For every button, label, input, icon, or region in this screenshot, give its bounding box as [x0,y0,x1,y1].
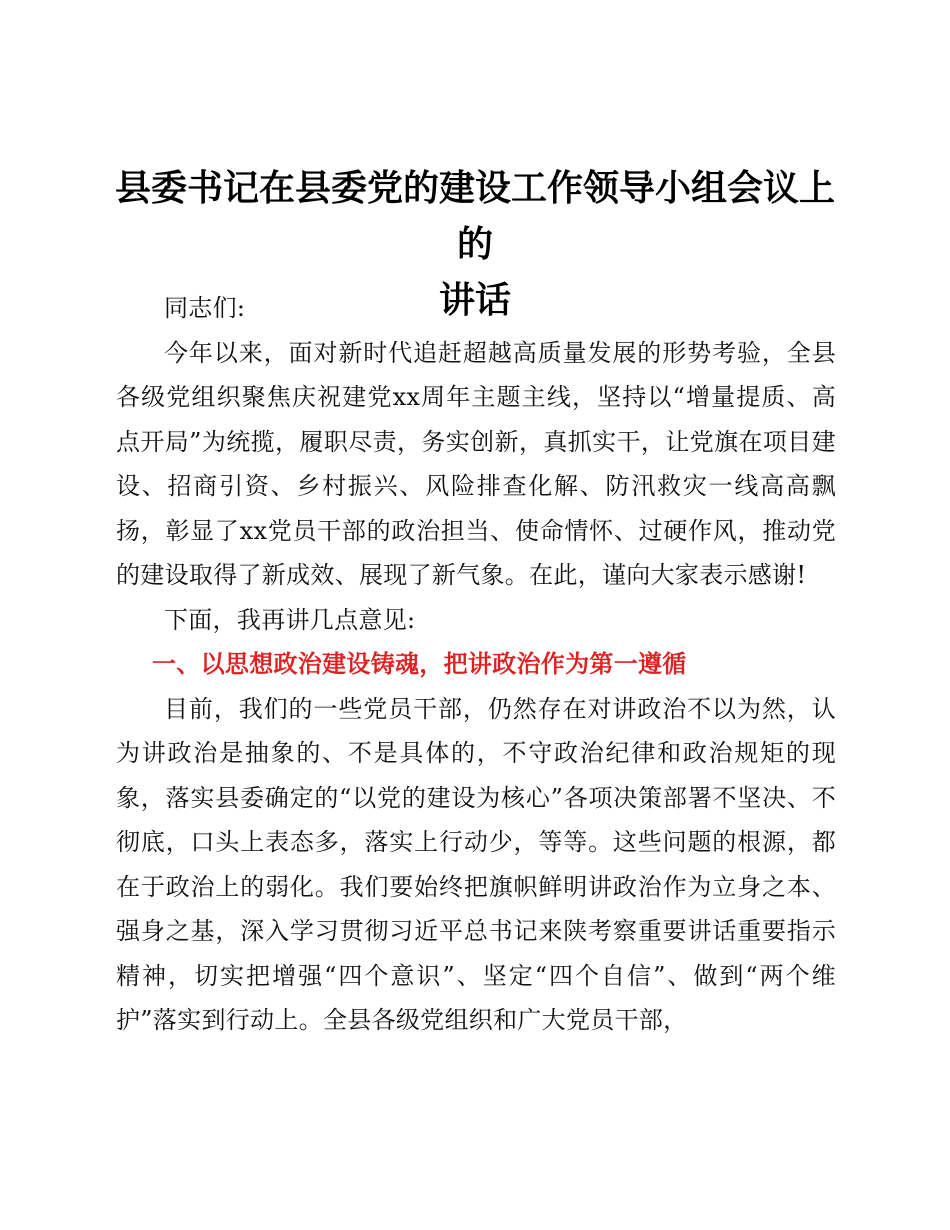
title-line-1: 县委书记在县委党的建设工作领导小组会议上的 [114,167,835,265]
paragraph-transition: 下面，我再讲几点意见: [164,605,416,634]
document-body [116,286,836,1043]
section-heading-1: 一、以思想政治建设铸魂，把讲政治作为第一遵循 [152,650,687,678]
title-line-2: 讲话 [438,279,511,321]
paragraph-opening: 今年以来，面对新时代追赶超越高质量发展的形势考验，全县各级党组织聚焦庆祝建党xx周年主题主线，坚持以“增量提质、高点开局”为统揽，履职尽责，务实创新，真抓实干，让党旗在项目建设、招商引资、乡村振兴、风险排查化解、防汛救灾一线高高飘扬，彰显了xx党员干部的政治担当、使命情怀、过硬作风，推动党的建设取得了新成效、展现了新气象。在此，谨向大家表示感谢! [116,338,836,589]
paragraph-section-1: 目前，我们的一些党员干部，仍然存在对讲政治不以为然，认为讲政治是抽象的、不是具体的，不守政治纪律和政治规矩的现象，落实县委确定的“以党的建设为核心”各项决策部署不坚决、不彻底，口头上表态多，落实上行动少，等等。这些问题的根源，都在于政治上的弱化。我们要始终把旗帜鲜明讲政治作为立身之本、强身之基，深入学习贯彻习近平总书记来陕考察重要讲话重要指示精神，切实把增强“四个意识”、坚定“四个自信”、做到“两个维护”落实到行动上。全县各级党组织和广大党员干部， [116,694,836,1034]
salutation: 同志们: [164,294,246,322]
